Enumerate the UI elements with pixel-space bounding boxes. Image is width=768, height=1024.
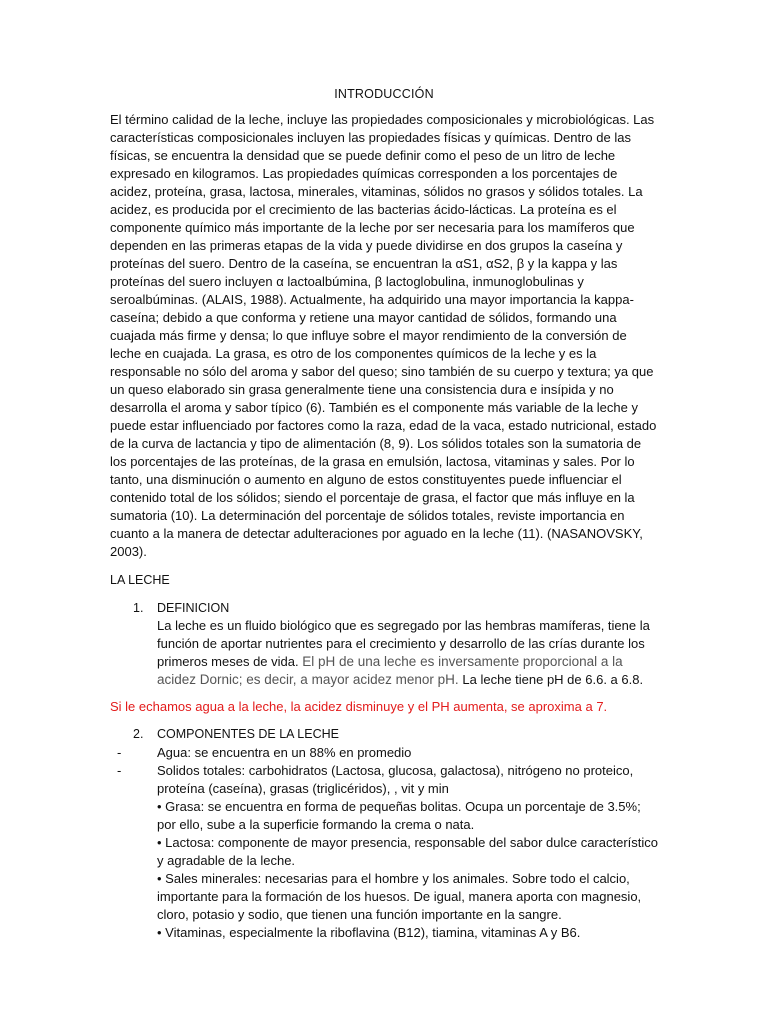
sub-item-grasa: • Grasa: se encuentra en forma de pequeñas bolitas. Ocupa un porcentaje de 3.5%; por ello, sube a la superficie formando la crema o nata. [157,799,641,832]
highlighted-note: Si le echamos agua a la leche, la acidez disminuye y el PH aumenta, se aproxima a 7. [110,699,608,714]
list-item-text: Agua: se encuentra en un 88% en promedio [157,745,412,760]
ph-range-text: La leche tiene pH de 6.6. a 6.8. [462,672,644,687]
item-number: 2. [133,727,144,741]
item-title-definicion: DEFINICION [157,601,230,615]
intro-paragraph: El término calidad de la leche, incluye las propiedades composicionales y microbiológicas. Las características composicionales incluyen las propiedades físicas y químicas. Dentro de las físicas, se encuentra la densidad que se puede definir como el peso de un litro de leche expresado en kilogramos. Las propiedades químicas corresponden a los porcentajes de acidez, proteína, grasa, lactosa, minerales, vitaminas, sólidos no grasos y sólidos totales. La acidez, es producida por el crecimiento de las bacterias ácido-lácticas. La proteína es el componente químico más importante de la leche por ser necesaria para los mamíferos que dependen en las primeras etapas de la vida y puede dividirse en dos grupos la caseína y proteínas del suero. Dentro de la caseína, se encuentran la αS1, αS2, β y la kappa y las proteínas del suero incluyen α lactoalbúmina, β lactoglobulina, inmunoglobulinas y seroalbúminas. (ALAIS, 1988). Actualmente, ha adquirido una mayor importancia la kappa-caseína; debido a que conforma y retiene una mayor cantidad de sólidos, formando una cuajada más firme y densa; lo que influye sobre el mayor rendimiento de la conversión de leche en cuajada. La grasa, es otro de los componentes químicos de la leche y es la responsable no sólo del aroma y sabor del queso; sino también de su cuerpo y textura; ya que un queso elaborado sin grasa generalmente tiene una consistencia dura e insípida y no desarrolla el aroma y sabor típico (6). También es el componente más variable de la leche y puede estar influenciado por factores como la raza, edad de la vaca, estado nutricional, estado de la curva de lactancia y tipo de alimentación (8, 9). Los sólidos totales son la sumatoria de los porcentajes de las proteínas, de la grasa en emulsión, lactosa, vitaminas y sales. Por lo tanto, una disminución o aumento en alguno de estos constituyentes puede influenciar el contenido total de los sólidos; siendo el porcentaje de grasa, el factor que más influye en la sumatoria (10). La determinación del porcentaje de sólidos totales, reviste importancia en cuanto a la manera de detectar adulteraciones por aguado en la leche (11). (NASANOVSKY, 2003). [110,112,657,559]
ph-note-text: El pH de una leche es inversamente proporcional a la acidez Dornic; es decir, a mayor acidez menor pH. [157,654,623,687]
section-title: LA LECHE [110,573,170,587]
list-item [117,744,662,762]
page-title: INTRODUCCIÓN [334,87,434,101]
definition-text: La leche es un fluido biológico que es segregado por las hembras mamíferas, tiene la función de aportar nutrientes para el crecimiento y desarrollo de las crías durante los primeros meses de vida. [157,618,650,669]
sub-item-lactosa: • Lactosa: componente de mayor presencia, responsable del sabor dulce característico y agradable de la leche. [157,835,658,868]
dash-bullet: - [117,763,122,778]
dash-bullet: - [117,745,122,760]
sub-item-vitaminas: • Vitaminas, especialmente la riboflavina (B12), tiamina, vitaminas A y B6. [157,925,581,940]
list-item-text: Solidos totales: carbohidratos (Lactosa, glucosa, galactosa), nitrógeno no proteico, proteína (caseína), grasas (triglicéridos), , vit y min [157,763,634,796]
definition-paragraph [157,617,662,689]
list-item [117,762,662,942]
item-title-componentes: COMPONENTES DE LA LECHE [157,727,339,741]
components-list [117,744,662,942]
item-number: 1. [133,601,144,615]
sub-item-sales: • Sales minerales: necesarias para el hombre y los animales. Sobre todo el calcio, importante para la formación de los huesos. De igual, manera aporta con magnesio, cloro, potasio y sodio, que tienen una función importante en la sangre. [157,871,642,922]
